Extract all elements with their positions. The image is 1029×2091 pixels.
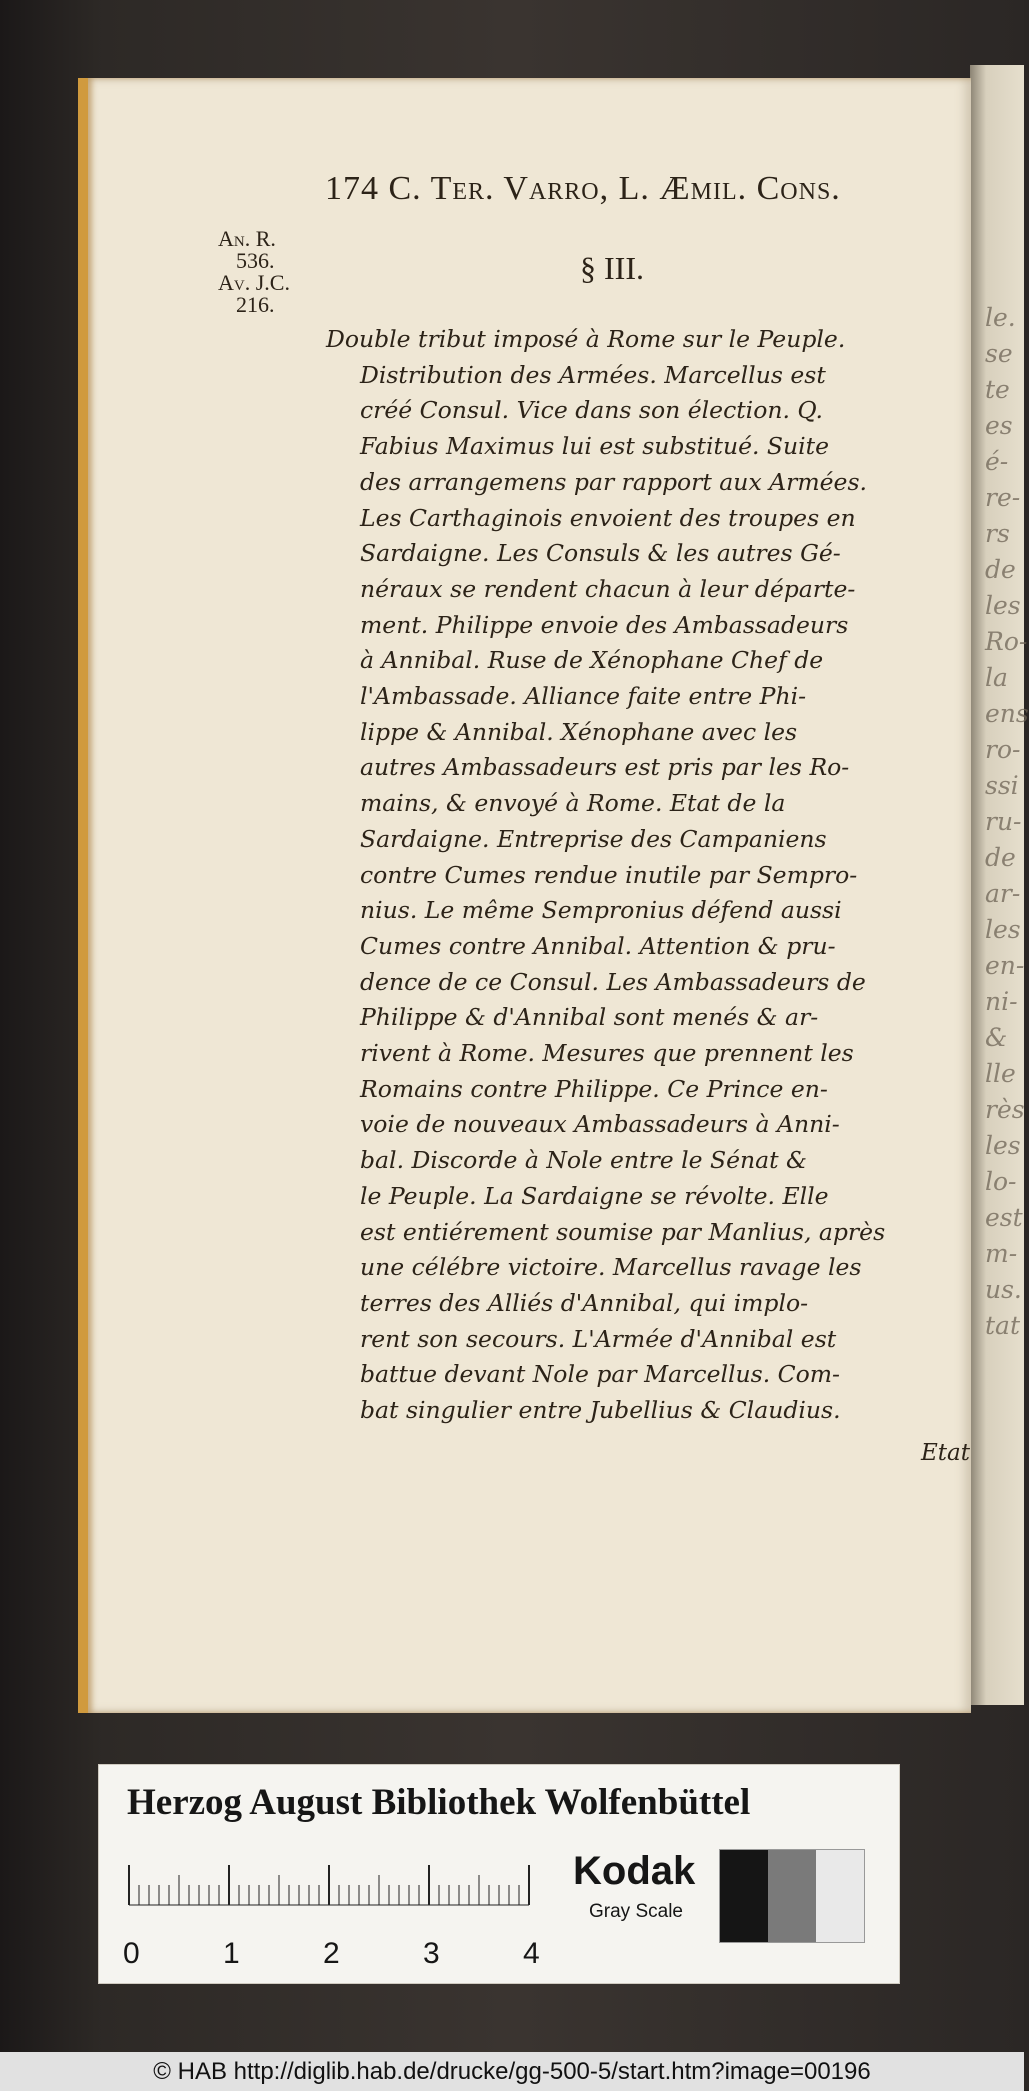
summary-line: bat singulier entre Jubellius & Claudius. <box>360 1396 841 1425</box>
summary-line: dence de ce Consul. Les Ambassadeurs de <box>360 967 866 996</box>
margin-note-line: An. R. <box>218 226 276 251</box>
summary-line: rent son secours. L'Armée d'Annibal est <box>360 1324 837 1353</box>
summary-line: contre Cumes rendue inutile par Sempro- <box>360 860 858 889</box>
copyright-footer: © HAB http://diglib.hab.de/drucke/gg-500-5/start.htm?image=00196 <box>0 2052 1024 2091</box>
summary-line: terres des Alliés d'Annibal, qui implo- <box>360 1288 809 1317</box>
summary-line: Fabius Maximus lui est substitué. Suite <box>360 432 830 461</box>
facing-page-fragment: te <box>985 375 1010 404</box>
facing-page-fragment: les <box>985 915 1021 944</box>
margin-date-note <box>218 228 328 316</box>
ruler-number: 4 <box>523 1937 540 1970</box>
summary-line: Sardaigne. Entreprise des Campaniens <box>360 824 827 853</box>
facing-page-fragment: lo- <box>985 1167 1017 1196</box>
facing-page-fragment: ens <box>985 699 1029 728</box>
gray-swatch <box>720 1850 768 1942</box>
ruler-number: 0 <box>123 1937 140 1970</box>
summary-line: à Annibal. Ruse de Xénophane Chef de <box>360 646 824 675</box>
summary-line: une célébre victoire. Marcellus ravage les <box>360 1253 862 1282</box>
color-calibration-plate <box>98 1764 900 1984</box>
facing-page-fragment: est <box>985 1203 1023 1232</box>
facing-page-fragment: rès <box>985 1095 1025 1124</box>
facing-page-text <box>985 300 1029 1344</box>
summary-line: Romains contre Philippe. Ce Prince en- <box>360 1074 828 1103</box>
kodak-logo: Kodak <box>573 1849 696 1893</box>
summary-line: néraux se rendent chacun à leur départe- <box>360 574 856 603</box>
summary-line: rivent à Rome. Mesures que prennent les <box>360 1039 854 1068</box>
gray-swatch <box>816 1850 864 1942</box>
section-title: § III. <box>580 250 644 286</box>
facing-page-fragment: us. <box>985 1275 1022 1304</box>
facing-page-fragment: ar- <box>985 879 1021 908</box>
facing-page-fragment: se <box>985 339 1013 368</box>
summary-line: créé Consul. Vice dans son élection. Q. <box>360 396 823 425</box>
library-name: Herzog August Bibliothek Wolfenbüttel <box>127 1782 751 1823</box>
facing-page-fragment: les <box>985 591 1021 620</box>
summary-line: nius. Le même Sempronius défend aussi <box>360 896 842 925</box>
summary-line: Cumes contre Annibal. Attention & pru- <box>360 931 836 960</box>
facing-page-fragment: ssi <box>985 771 1019 800</box>
facing-page-fragment: tat <box>985 1311 1020 1340</box>
chapter-summary <box>326 322 954 1429</box>
summary-line: mains, & envoyé à Rome. Etat de la <box>360 789 786 818</box>
running-head: 174 C. Ter. Varro, L. Æmil. Cons. <box>325 170 841 207</box>
margin-note-line: 216. <box>236 292 275 317</box>
facing-page-fragment: les <box>985 1131 1021 1160</box>
facing-page-fragment: rs <box>985 519 1010 548</box>
summary-line: des arrangemens par rapport aux Armées. <box>360 467 867 496</box>
summary-line: Double tribut imposé à Rome sur le Peuple. <box>326 325 846 353</box>
ruler-ticks <box>127 1865 567 1935</box>
facing-page-fragment: ni- <box>985 987 1018 1016</box>
facing-page-fragment: le. <box>985 303 1016 332</box>
catchword: Etat <box>921 1440 970 1466</box>
facing-page-fragment: de <box>985 555 1016 584</box>
summary-line: Les Carthaginois envoient des troupes en <box>360 503 856 532</box>
facing-page-fragment: Ro- <box>985 627 1028 656</box>
facing-page-fragment: ru- <box>985 807 1022 836</box>
facing-page-fragment: la <box>985 663 1008 692</box>
ruler-number: 2 <box>323 1937 340 1970</box>
ruler-number: 3 <box>423 1937 440 1970</box>
summary-line: Distribution des Armées. Marcellus est <box>360 360 826 389</box>
summary-line: battue devant Nole par Marcellus. Com- <box>360 1360 840 1389</box>
summary-line: lippe & Annibal. Xénophane avec les <box>360 717 798 746</box>
summary-line: l'Ambassade. Alliance faite entre Phi- <box>360 682 807 711</box>
margin-note-line: 536. <box>236 248 275 273</box>
summary-line: Sardaigne. Les Consuls & les autres Gé- <box>360 539 841 568</box>
summary-line: est entiérement soumise par Manlius, après <box>360 1217 886 1246</box>
margin-note-line: Av. J.C. <box>218 270 290 295</box>
summary-line: le Peuple. La Sardaigne se révolte. Elle <box>360 1181 829 1210</box>
summary-line: Philippe & d'Annibal sont menés & ar- <box>360 1003 819 1032</box>
facing-page-fragment: lle <box>985 1059 1016 1088</box>
gray-scale-swatches <box>719 1849 865 1943</box>
summary-line: ment. Philippe envoie des Ambassadeurs <box>360 610 849 639</box>
facing-page-fragment: m- <box>985 1239 1018 1268</box>
facing-page-fragment: es <box>985 411 1013 440</box>
measurement-ruler <box>123 1865 567 1975</box>
ruler-number: 1 <box>223 1937 240 1970</box>
gray-scale-label: Gray Scale <box>589 1901 683 1922</box>
gray-swatch <box>768 1850 816 1942</box>
facing-page-fragment: & <box>985 1023 1008 1052</box>
facing-page-fragment: é- <box>985 447 1009 476</box>
summary-line: autres Ambassadeurs est pris par les Ro- <box>360 753 850 782</box>
facing-page-fragment: re- <box>985 483 1021 512</box>
facing-page-fragment: ro- <box>985 735 1021 764</box>
facing-page-fragment: de <box>985 843 1016 872</box>
facing-page-fragment: en- <box>985 951 1025 980</box>
summary-line: bal. Discorde à Nole entre le Sénat & <box>360 1146 807 1175</box>
summary-line: voie de nouveaux Ambassadeurs à Anni- <box>360 1110 840 1139</box>
